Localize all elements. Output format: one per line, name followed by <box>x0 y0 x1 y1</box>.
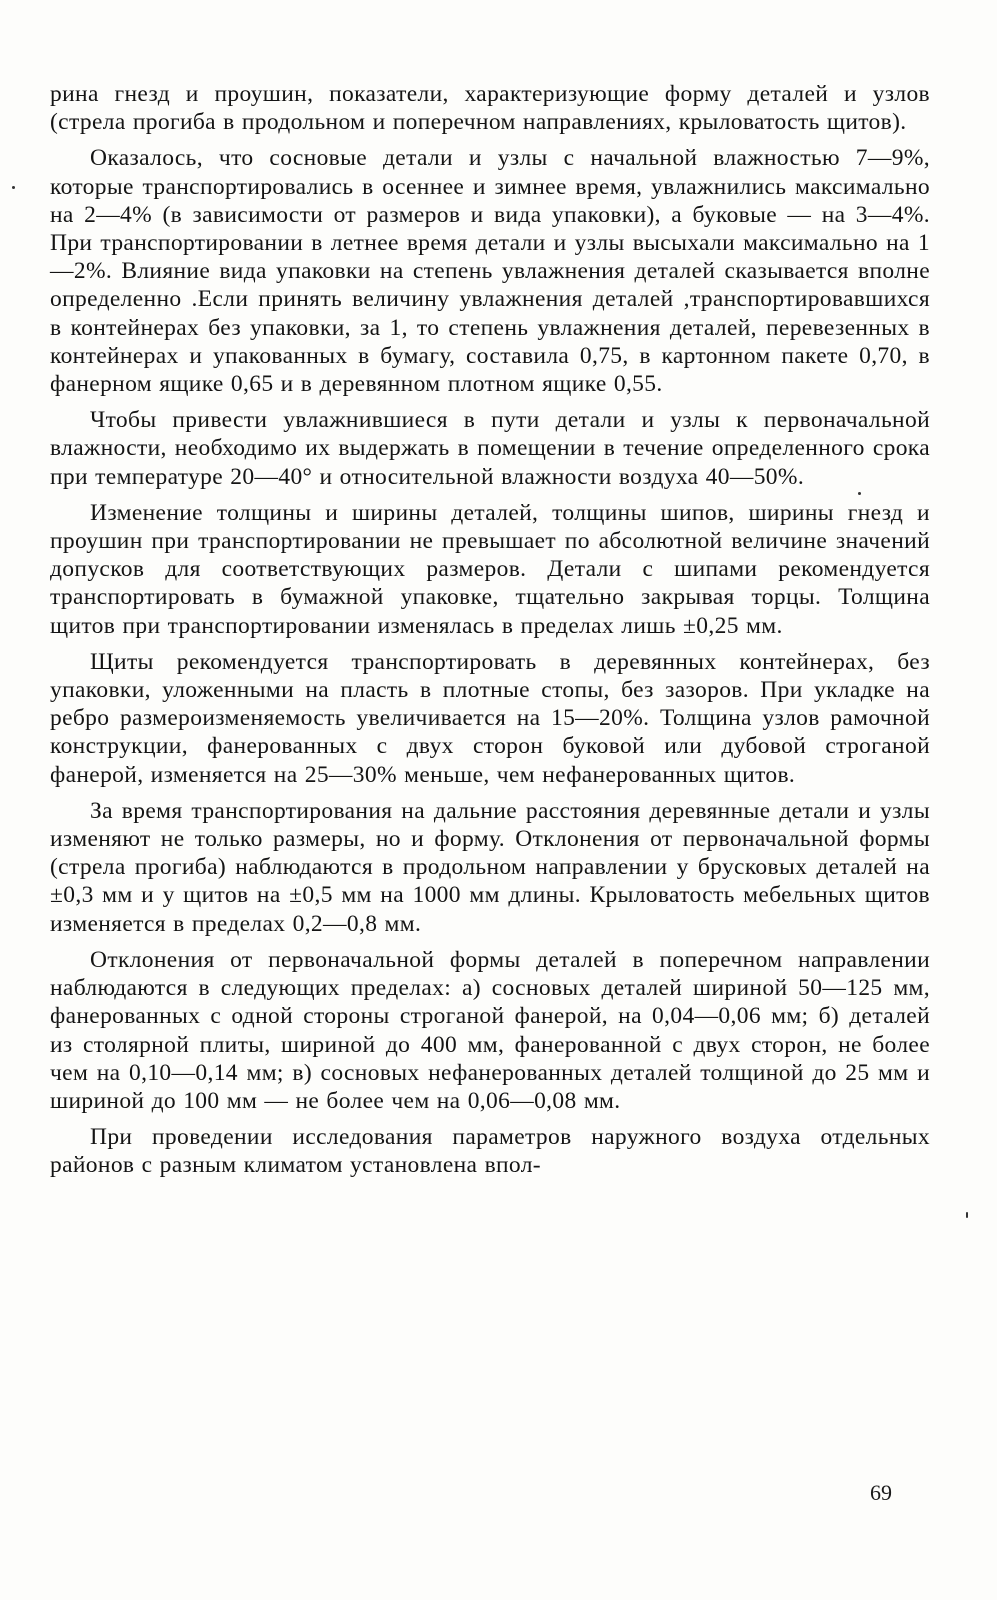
paragraph: Оказалось, что сосновые детали и узлы с начальной влажностью 7—9%, которые транспортировались в осеннее и зимнее время, увлажнились максимально на 2—4% (в зависимости от размеров и вида упаковки), а буковые — на 3—4%. При транспортировании в летнее время детали и узлы высыхали максимально на 1—2%. Влияние вида упаковки на степень увлажнения деталей сказывается вполне определенно .Если принять величину увлажнения деталей ,транспортировавшихся в контейнерах без упаковки, за 1, то степень увлажнения деталей, перевезенных в контейнерах и упакованных в бумагу, составила 0,75, в картонном пакете 0,70, в фанерном ящике 0,65 и в деревянном плотном ящике 0,55. <box>50 145 930 398</box>
body-text <box>50 80 930 1188</box>
print-speck <box>12 186 15 189</box>
page-number: 69 <box>870 1480 892 1505</box>
paragraph: рина гнезд и проушин, показатели, характеризующие форму деталей и узлов (стрела прогиба в продольном и поперечном направлениях, крыловатость щитов). <box>50 81 930 136</box>
print-speck <box>966 1212 968 1218</box>
paragraph: Щиты рекомендуется транспортировать в деревянных контейнерах, без упаковки, уложенными на пласть в плотные стопы, без зазоров. При укладке на ребро размероизменяемость увеличивается на 15—20%. Толщина узлов рамочной конструкции, фанерованных с двух сторон буковой или дубовой строганой фанерой, изменяется на 25—30% меньше, чем нефанерованных щитов. <box>50 648 930 788</box>
paragraph: Отклонения от первоначальной формы деталей в поперечном направлении наблюдаются в следующих пределах: а) сосновых деталей шириной 50—125 мм, фанерованных с одной стороны строганой фанерой, на 0,04—0,06 мм; б) деталей из столярной плиты, шириной до 400 мм, фанерованной с двух сторон, не более чем на 0,10—0,14 мм; в) сосновых нефанерованных деталей толщиной до 25 мм и шириной до 100 мм — не более чем на 0,06—0,08 мм. <box>50 946 930 1114</box>
paragraph: За время транспортирования на дальние расстояния деревянные детали и узлы изменяют не только размеры, но и форму. Отклонения от первоначальной формы (стрела прогиба) наблюдаются в продольном направлении у брусковых деталей на ±0,3 мм и у щитов на ±0,5 мм на 1000 мм длины. Крыловатость мебельных щитов изменяется в пределах 0,2—0,8 мм. <box>50 797 930 937</box>
paragraph: Чтобы привести увлажнившиеся в пути детали и узлы к первоначальной влажности, необходимо их выдержать в помещении в течение определенного срока при температуре 20—40° и относительной влажности воздуха 40—50%. <box>50 407 930 490</box>
paragraph: При проведении исследования параметров наружного воздуха отдельных районов с разным климатом установлена впол- <box>50 1124 930 1179</box>
paragraph: Изменение толщины и ширины деталей, толщины шипов, ширины гнезд и проушин при транспортировании не превышает по абсолютной величине значений допусков для соответствующих размеров. Детали с шипами рекомендуется транспортировать в бумажной упаковке, тщательно закрывая торцы. Толщина щитов при транспортировании изменялась в пределах лишь ±0,25 мм. <box>50 499 930 639</box>
print-speck <box>858 492 861 495</box>
